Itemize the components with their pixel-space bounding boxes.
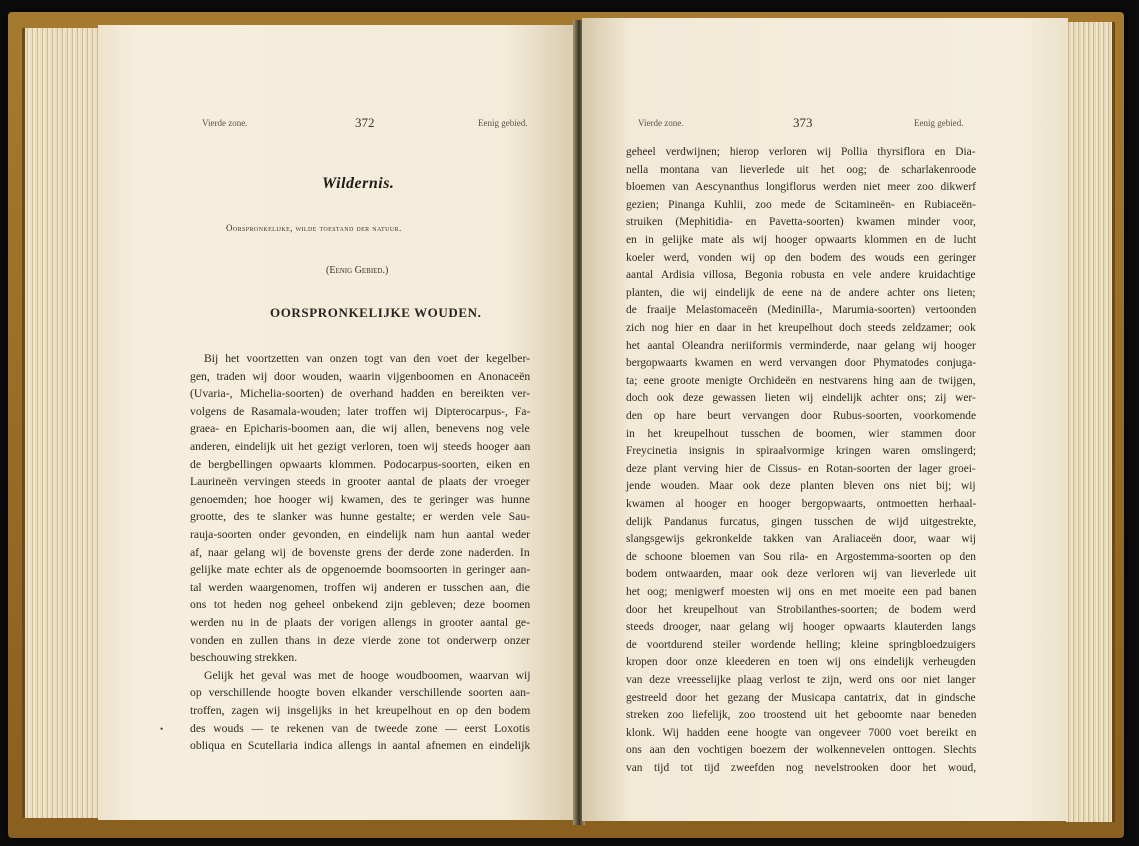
- text-line: delijk Pandanus furcatus, gingen tusschen de wijd uitgestrekte,: [626, 515, 977, 528]
- region-label: (Eenig Gebied.): [326, 265, 389, 276]
- section-title: Wildernis.: [322, 175, 395, 192]
- text-line: des wouds — te rekenen van de tweede zone — eerst Loxotis: [190, 721, 530, 735]
- text-line: bergopwaarts kwamen en werd vervangen door Phymatodes conjuga-: [626, 357, 977, 370]
- text-line: bloemen van Aescynanthus longiflorus werden niet meer zoo dikwerf: [626, 181, 976, 194]
- page-edges-left: [22, 28, 103, 818]
- page-number: 373: [793, 115, 813, 130]
- text-line: klonk. Wij hadden eene hoogte van ongeveer 7000 voet bereikt en: [626, 726, 977, 739]
- running-header-right: Eenig gebied.: [914, 118, 964, 128]
- text-line: de bergbellingen opwaarts klommen. Podocarpus-soorten, eiken en: [190, 457, 530, 471]
- text-line: ons aan den vochtigen boezem der wolkennevelen onttogen. Slechts: [626, 744, 977, 757]
- text-line: van deze vreesselijke plaag verlost te zijn, werd ons oor niet langer: [626, 674, 976, 686]
- text-line: graea- en Epicharis-boomen aan, die wij allen, benevens nog vele: [190, 422, 530, 436]
- text-line: de voortdurend steiler wordende helling; kleine springbloedzuigers: [626, 638, 976, 651]
- text-line: in het kreupelhout tusschen de boomen, wier stammen door: [626, 427, 976, 440]
- left-page: [98, 25, 576, 820]
- text-line: vonden en zullen thans in deze vierde zone tot onderwerp onzer: [190, 633, 530, 647]
- text-line: anderen, eindelijk uit het gezigt verloren, toen wij steeds hooger aan: [190, 440, 531, 453]
- right-page: [582, 18, 1068, 821]
- running-header-left: Vierde zone.: [638, 118, 684, 128]
- text-line: het aantal Oleandra neriiformis verminderde, naar gelang wij hooger: [626, 339, 976, 352]
- running-header-right: Eenig gebied.: [478, 118, 528, 128]
- text-line: en in gelijke mate als wij hooger opwaarts klommen en de lucht: [626, 234, 977, 246]
- running-header-left: Vierde zone.: [202, 118, 248, 128]
- text-line: op verschillende hoogte boven elkander verschillende soorten aan-: [190, 686, 530, 700]
- text-line: gezien; Pinanga Kuhlii, zoo mede de Scitamineën- en Rubiaceën-: [626, 198, 976, 211]
- text-line: gelijke mate echter als de opgenoemde boomsoorten in geringer aan-: [190, 563, 531, 577]
- text-line: ta; eene groote menigte Orchideën en nestvarens hing aan de twijgen,: [626, 374, 976, 387]
- text-line: van tijd tot tijd zweefden nog nevelstrooken door het woud,: [626, 762, 977, 774]
- text-line: de schoone bloemen van Sou rila- en Argostemma-soorten op den: [626, 550, 976, 563]
- section-subtitle: Oorspronkelijke, wilde toestand der natuur.: [226, 223, 402, 233]
- text-line: Gelijk het geval was met de hooge woudboomen, waarvan wij: [204, 668, 531, 682]
- text-line: zich nog hier en daar in het kreupelhout doch steeds zeldzamer; ook: [626, 322, 976, 334]
- text-line: planten, die wij eindelijk de eene na de andere achter ons lieten;: [626, 286, 976, 299]
- text-line: slangsgewijs gekronkelde takken van Araliaceën door, waar wij: [626, 533, 976, 546]
- text-line: Laurineën vervingen steeds in grooter aantal de plaats der vroeger: [190, 475, 530, 489]
- text-line: Bij het voortzetten van onzen togt van den voet der kegelber-: [204, 352, 531, 365]
- text-line: doch ook deze gewassen lieten wij eindelijk achter ons; zij wer-: [626, 392, 976, 405]
- text-line: koeler werd, vonden wij op den bodem des wouds een geringer: [626, 251, 977, 264]
- text-line: ons tot heden nog geheel onbekend zijn gebleven; deze boomen: [190, 598, 531, 612]
- page-edges-right: [1066, 22, 1115, 822]
- text-line: de fraaije Melastomaceën (Medinilla-, Marumia-soorten) vertoonden: [626, 304, 977, 317]
- printer-mark: •: [160, 724, 164, 734]
- text-line: kwamen al hooger en hooger bergopwaarts, ontmoetten herhaal-: [626, 498, 977, 510]
- text-line: grootte, des te slanker was hunne gestalte; er werden vele Sau-: [190, 510, 531, 524]
- text-line: genoemden; hoe hooger wij kwamen, des te geringer was hunne: [190, 492, 530, 506]
- text-line: (Uvaria-, Michelia-soorten) de overhand hadden en bereikten ver-: [190, 387, 531, 401]
- text-line: rauja-soorten onder gevonden, en eindelijk nam hun aantal weder: [190, 528, 531, 541]
- text-line: kropen door onze kleederen en toen wij ons eindelijk verheugden: [626, 656, 976, 669]
- text-line: geheel verdwijnen; hierop verloren wij Pollia thyrsiflora en Dia-: [626, 146, 976, 158]
- text-line: het oog; menigwerf moesten wij ons en met moeite een pad banen: [626, 586, 977, 598]
- text-line: aantal Ardisia villosa, Begonia robusta en vele andere kruidachtige: [626, 269, 976, 282]
- text-line: af, naar gelang wij de bovenste grens der derde zone naderden. In: [190, 545, 530, 559]
- text-line: tal werden waargenomen, troffen wij anderen er tusschen aan, die: [190, 580, 530, 594]
- text-line: gestreeld door het gezang der Musicapa cantatrix, dat in gindsche: [626, 691, 976, 704]
- text-line: Freycinetia insignis in spiraalvormige kringen waren omslingerd;: [626, 445, 976, 458]
- text-line: steeds drooger, naar gelang wij hooger opwaarts klauterden langs: [626, 621, 976, 634]
- chapter-heading: OORSPRONKELIJKE WOUDEN.: [270, 305, 482, 320]
- page-number: 372: [355, 115, 375, 130]
- text-line: bodem ontwaarden, maar ook deze verloren wij van lieverlede uit: [626, 568, 977, 581]
- text-line: streken zoo liefelijk, zoo troostend uit het geboomte naar beneden: [626, 709, 977, 722]
- text-line: werden nu in de plaats der vorigen allengs in grooter aantal ge-: [190, 616, 531, 629]
- text-line: struiken (Mephitidia- en Pavetta-soorten) kwamen minder voor,: [626, 216, 976, 229]
- text-line: obliqua en Scutellaria indica allengs in aantal afnemen en eindelijk: [190, 739, 531, 753]
- text-line: beschouwing strekken.: [190, 651, 298, 665]
- text-line: gen, traden wij door wouden, waarin vijgenboomen en Anonaceën: [190, 369, 531, 383]
- text-line: nella montana van lieverlede uit het oog; de scharlakenroode: [626, 163, 977, 176]
- text-line: den op hare beurt vervangen door Rubus-soorten, voorkomende: [626, 410, 977, 422]
- text-line: jende wouden. Maar ook deze planten bleven ons niet bij; wij: [626, 480, 976, 493]
- text-line: troffen, zagen wij insgelijks in het kreupelhout en op den bodem: [190, 704, 531, 717]
- text-line: door het kreupelhout van Strobilanthes-soorten; de bodem werd: [626, 603, 976, 616]
- text-line: volgens de Rasamala-wouden; later troffen wij Dipterocarpus-, Fa-: [190, 404, 531, 418]
- text-line: deze plant verving hier de Cissus- en Rotan-soorten der lager groei-: [626, 462, 976, 475]
